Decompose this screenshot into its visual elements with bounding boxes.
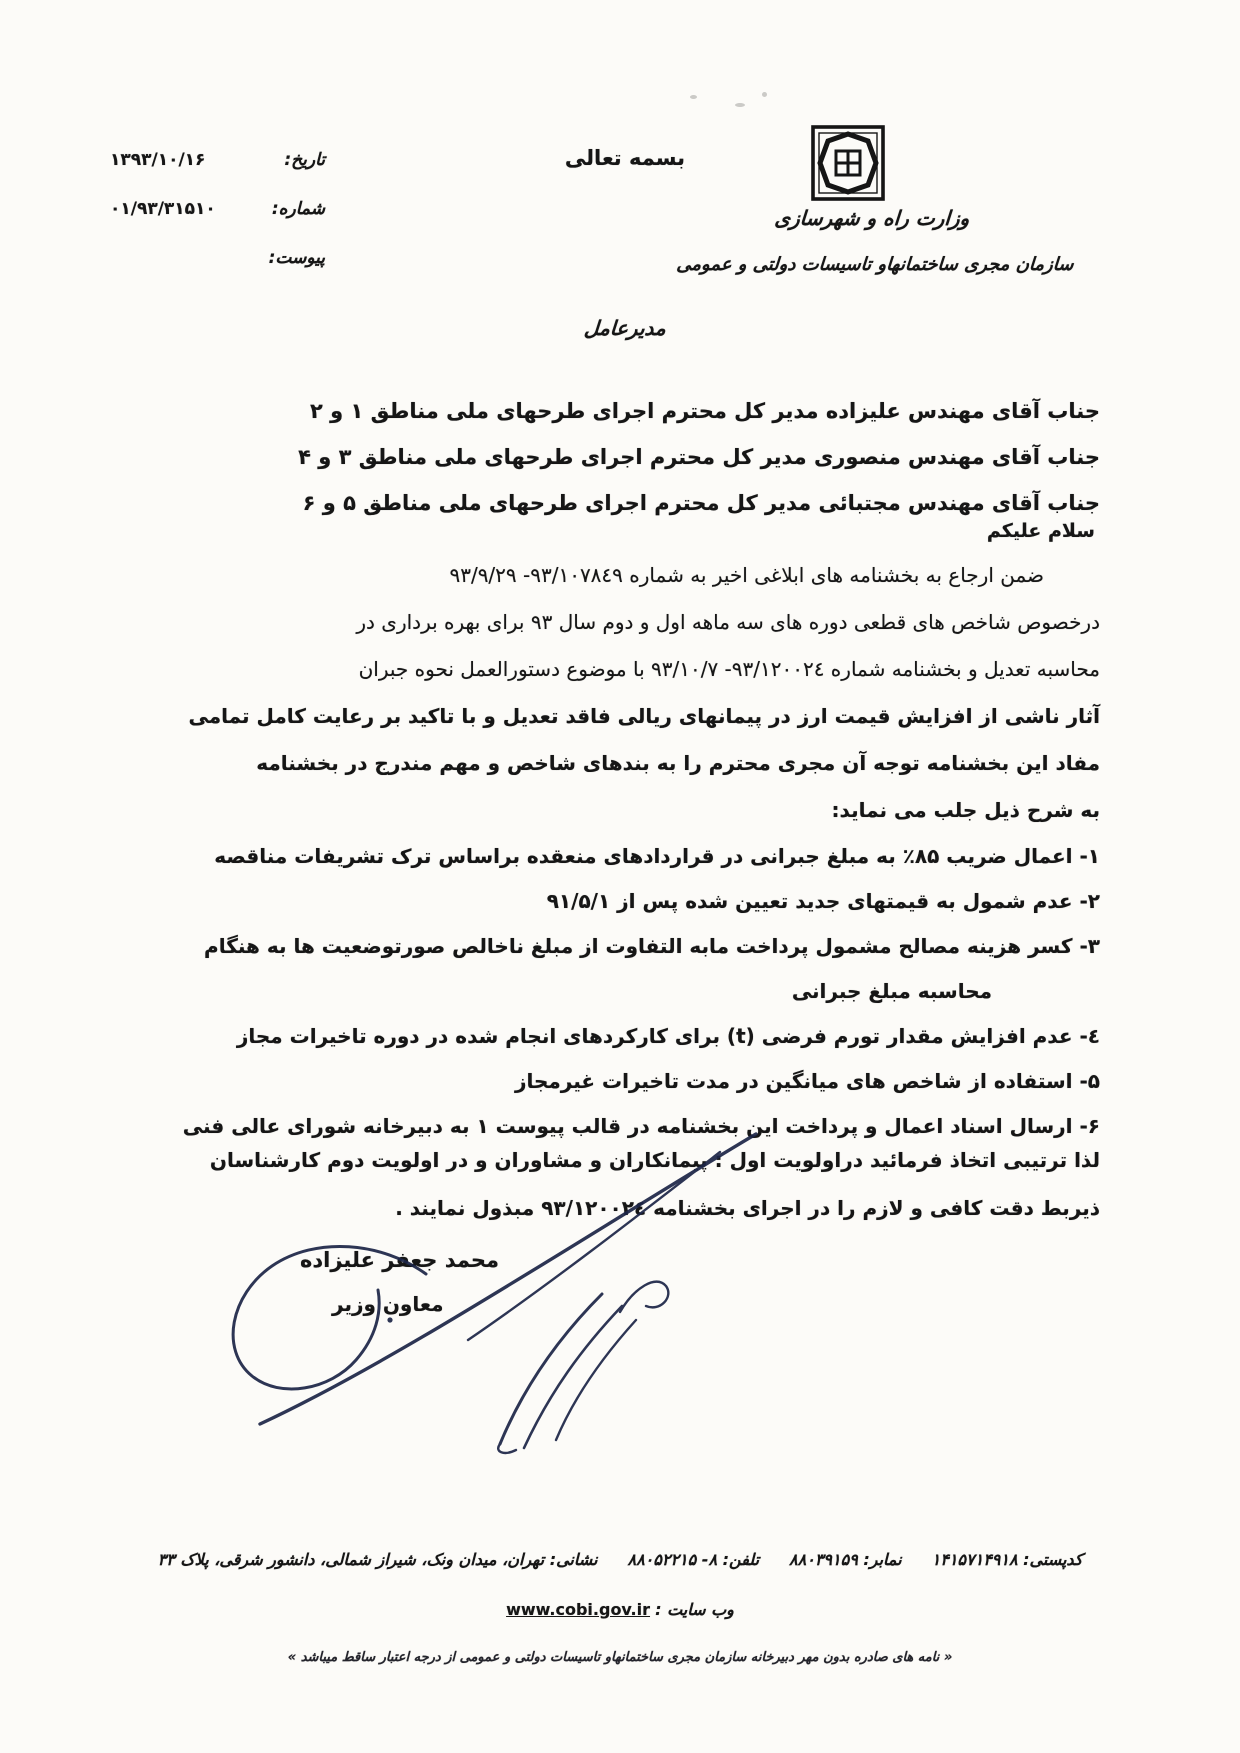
scan-noise xyxy=(690,95,697,99)
recipient-title: مدیرعامل xyxy=(583,316,667,340)
closing-line: ذیربط دقت کافی و لازم را در اجرای بخشنامه ۹۳/۱۲۰۰۲٤ مبذول نمایند . xyxy=(395,1196,1100,1220)
body-line: به شرح ذیل جلب می نماید: xyxy=(831,798,1100,822)
body-line: درخصوص شاخص های قطعی دوره های سه ماهه اول و دوم سال ۹۳ برای بهره برداری در xyxy=(356,610,1100,634)
addressee-line: جناب آقای مهندس علیزاده مدیر کل محترم اجرای طرحهای ملی مناطق ۱ و ۲ xyxy=(309,399,1100,423)
addressee-block xyxy=(298,388,1100,526)
footer-phone: تلفن: ۸- ۸۸۰۵۲۲۱۵ xyxy=(627,1550,760,1569)
list-item: ۱- اعمال ضریب ۸۵٪ به مبلغ جبرانی در قراردادهای منعقده براساس ترک تشریفات مناقصه xyxy=(214,844,1100,868)
addressee-line: جناب آقای مهندس منصوری مدیر کل محترم اجرای طرحهای ملی مناطق ۳ و ۴ xyxy=(298,445,1100,469)
footer-fax: نمابر: ۸۸۰۳۹۱۵۹ xyxy=(789,1550,902,1569)
ministry-name: وزارت راه و شهرسازی xyxy=(773,206,971,230)
date-row xyxy=(110,150,325,170)
date-value: ۱۳۹۳/۱۰/۱۶ xyxy=(110,150,206,170)
bismillah-text: بسمه تعالی xyxy=(564,146,686,170)
list-item: ۶- ارسال اسناد اعمال و پرداخت این بخشنامه در قالب پیوست ۱ به دبیرخانه شورای عالی فنی xyxy=(182,1114,1100,1138)
list-item: ۵- استفاده از شاخص های میانگین در مدت تاخیرات غیرمجاز xyxy=(514,1069,1100,1093)
list-item: ٤- عدم افزایش مقدار تورم فرضی (t) برای کارکردهای انجام شده در دوره تاخیرات مجاز xyxy=(236,1024,1100,1048)
attachment-label: پیوست: xyxy=(268,248,325,268)
list-item: ۳- کسر هزینه مصالح مشمول پرداخت مابه التفاوت از مبلغ ناخالص صورتوضعیت ها به هنگام xyxy=(204,934,1100,958)
closing-line: لذا ترتیبی اتخاذ فرمائید دراولویت اول : پیمانکاران و مشاوران و در اولویت دوم کارشناسان xyxy=(209,1148,1100,1172)
signatory-title: معاون وزیر xyxy=(332,1292,444,1316)
website-url: www.cobi.gov.ir xyxy=(506,1600,651,1619)
body-line: مفاد این بخشنامه توجه آن مجری محترم را به بندهای شاخص و مهم مندرج در بخشنامه xyxy=(256,751,1100,775)
number-row xyxy=(110,199,325,219)
footer-website-row xyxy=(0,1600,1240,1619)
organization-name: سازمان مجری ساختمانهاو تاسیسات دولتی و عمومی xyxy=(675,254,1075,275)
footer-postal-code: کدپستی: ۱۴۱۵۷۱۴۹۱۸ xyxy=(931,1550,1083,1569)
number-label: شماره: xyxy=(271,199,325,219)
body-line: ضمن ارجاع به بخشنامه های ابلاغی اخیر به شماره ۹۳/۱۰۷۸٤۹- ۹۳/۹/۲۹ xyxy=(449,563,1044,587)
footer-contact-row xyxy=(0,1550,1240,1569)
directive-list xyxy=(100,834,1100,1149)
date-label: تاریخ: xyxy=(284,150,325,170)
footer-disclaimer: « نامه های صادره بدون مهر دبیرخانه سازمان مجری ساختمانهاو تاسیسات دولتی و عمومی از درجه اعتبار ساقط میباشد » xyxy=(287,1650,953,1665)
body-line: آثار ناشی از افزایش قیمت ارز در پیمانهای ریالی فاقد تعدیل و با تاکید بر رعایت کامل تمامی xyxy=(188,704,1100,728)
scan-noise xyxy=(735,103,745,107)
ministry-emblem-logo xyxy=(810,124,888,204)
number-value: ۰۱/۹۳/۳۱۵۱۰ xyxy=(110,199,216,219)
salutation: سلام علیکم xyxy=(986,520,1095,542)
signatory-name: محمد جعفر علیزاده xyxy=(300,1248,500,1272)
addressee-line: جناب آقای مهندس مجتبائی مدیر کل محترم اجرای طرحهای ملی مناطق ۵ و ۶ xyxy=(302,491,1100,515)
scan-noise xyxy=(762,92,767,97)
body-paragraph xyxy=(100,552,1100,834)
list-item: ۲- عدم شمول به قیمتهای جدید تعیین شده پس از ۹۱/۵/۱ xyxy=(546,889,1100,913)
footer-address: نشانی: تهران، میدان ونک، شیراز شمالی، دانشور شرقی، پلاک ۳۳ xyxy=(157,1550,598,1569)
website-label: وب سایت : xyxy=(655,1600,734,1619)
body-line: محاسبه تعدیل و بخشنامه شماره ۹۳/۱۲۰۰۲٤- ۹۳/۱۰/۷ با موضوع دستورالعمل نحوه جبران xyxy=(358,657,1100,681)
handwritten-signature xyxy=(168,1122,798,1457)
attachment-row xyxy=(110,248,325,268)
list-item-continuation: محاسبه مبلغ جبرانی xyxy=(791,979,992,1003)
letter-meta-block xyxy=(110,150,325,297)
